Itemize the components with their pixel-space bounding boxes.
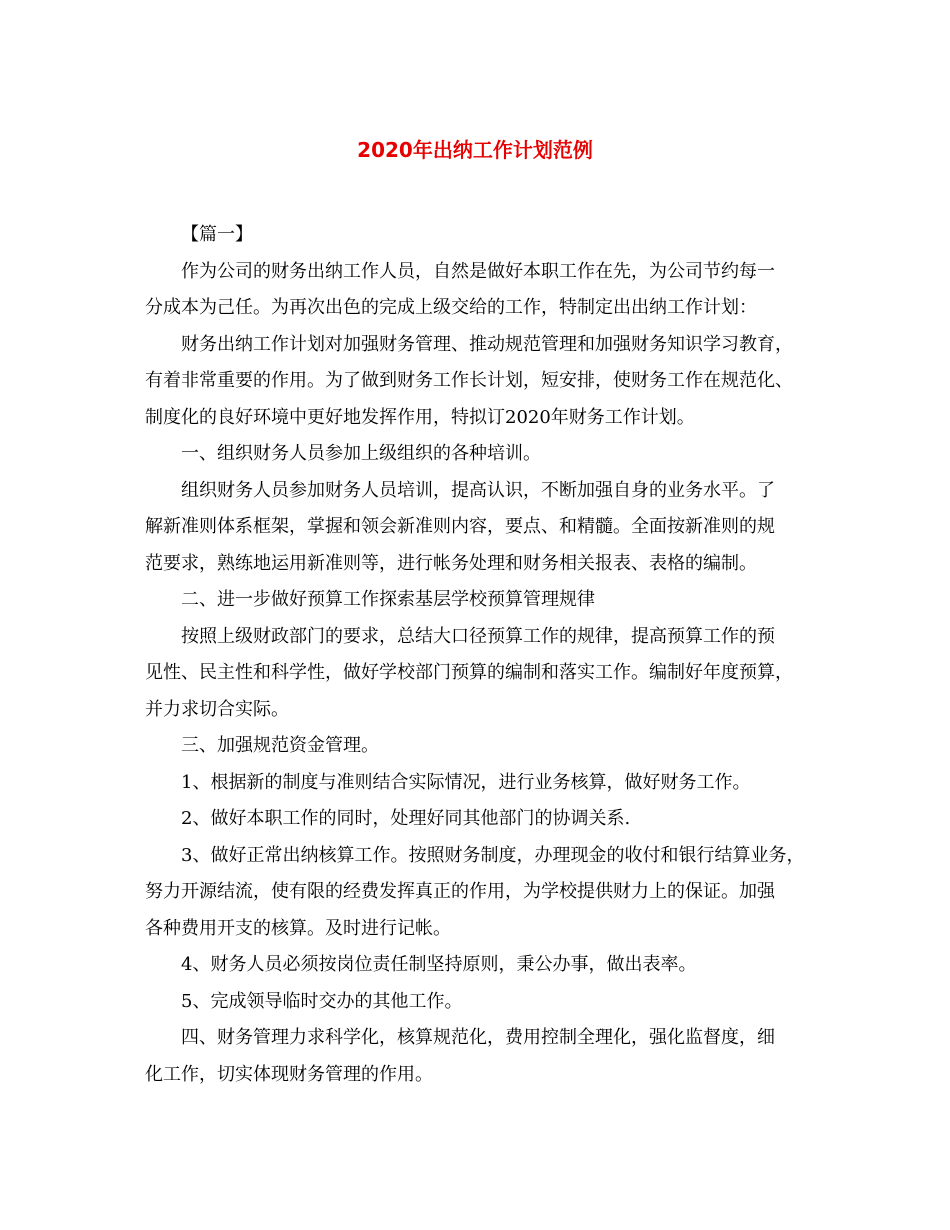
- paragraph-line: 一、组织财务人员参加上级组织的各种培训。: [181, 443, 541, 464]
- paragraph-line: 组织财务人员参加财务人员培训，提高认识，不断加强自身的业务水平。了: [181, 479, 775, 501]
- paragraph-line: 制度化的良好环境中更好地发挥作用，特拟订2020年财务工作计划。: [145, 406, 695, 428]
- paragraph-line: 分成本为己任。为再次出色的完成上级交给的工作，特制定出出纳工作计划：: [145, 297, 757, 318]
- paragraph-line: 2、做好本职工作的同时，处理好同其他部门的协调关系.: [181, 808, 631, 829]
- paragraph-line: 并力求切合实际。: [145, 698, 289, 720]
- paragraph-line: 3、做好正常出纳核算工作。按照财务制度，办理现金的收付和银行结算业务，: [181, 844, 805, 866]
- paragraph-line: 有着非常重要的作用。为了做到财务工作长计划，短安排，使财务工作在规范化、: [145, 370, 793, 391]
- paragraph-line: 各种费用开支的核算。及时进行记帐。: [145, 917, 451, 939]
- paragraph-line: 二、进一步做好预算工作探索基层学校预算管理规律: [181, 589, 595, 610]
- paragraph-line: 5、完成领导临时交办的其他工作。: [181, 990, 463, 1012]
- paragraph-line: 范要求，熟练地运用新准则等，进行帐务处理和财务相关报表、表格的编制。: [145, 552, 757, 574]
- paragraph-line: 作为公司的财务出纳工作人员，自然是做好本职工作在先，为公司节约每一: [181, 260, 775, 282]
- paragraph-line: 四、财务管理力求科学化，核算规范化，费用控制全理化，强化监督度，细: [181, 1027, 775, 1048]
- paragraph-line: 解新准则体系框架，掌握和领会新准则内容，要点、和精髓。全面按新准则的规: [145, 516, 775, 537]
- paragraph-line: 按照上级财政部门的要求，总结大口径预算工作的规律，提高预算工作的预: [181, 625, 775, 647]
- paragraph-line: 见性、民主性和科学性，做好学校部门预算的编制和落实工作。编制好年度预算，: [145, 662, 793, 683]
- paragraph-line: 1、根据新的制度与准则结合实际情况，进行业务核算，做好财务工作。: [181, 771, 751, 793]
- document-title: 2020年出纳工作计划范例: [357, 138, 593, 162]
- document-body: [145, 217, 817, 1093]
- paragraph-line: 三、加强规范资金管理。: [181, 735, 379, 756]
- paragraph-line: 4、财务人员必须按岗位责任制坚持原则，秉公办事，做出表率。: [181, 954, 697, 975]
- paragraph-line: 化工作，切实体现财务管理的作用。: [145, 1063, 433, 1085]
- paragraph-line: 财务出纳工作计划对加强财务管理、推动规范管理和加强财务知识学习教育，: [181, 333, 793, 355]
- paragraph-line: 努力开源结流，使有限的经费发挥真正的作用，为学校提供财力上的保证。加强: [145, 881, 775, 902]
- paragraph-line: 【篇一】: [181, 224, 253, 245]
